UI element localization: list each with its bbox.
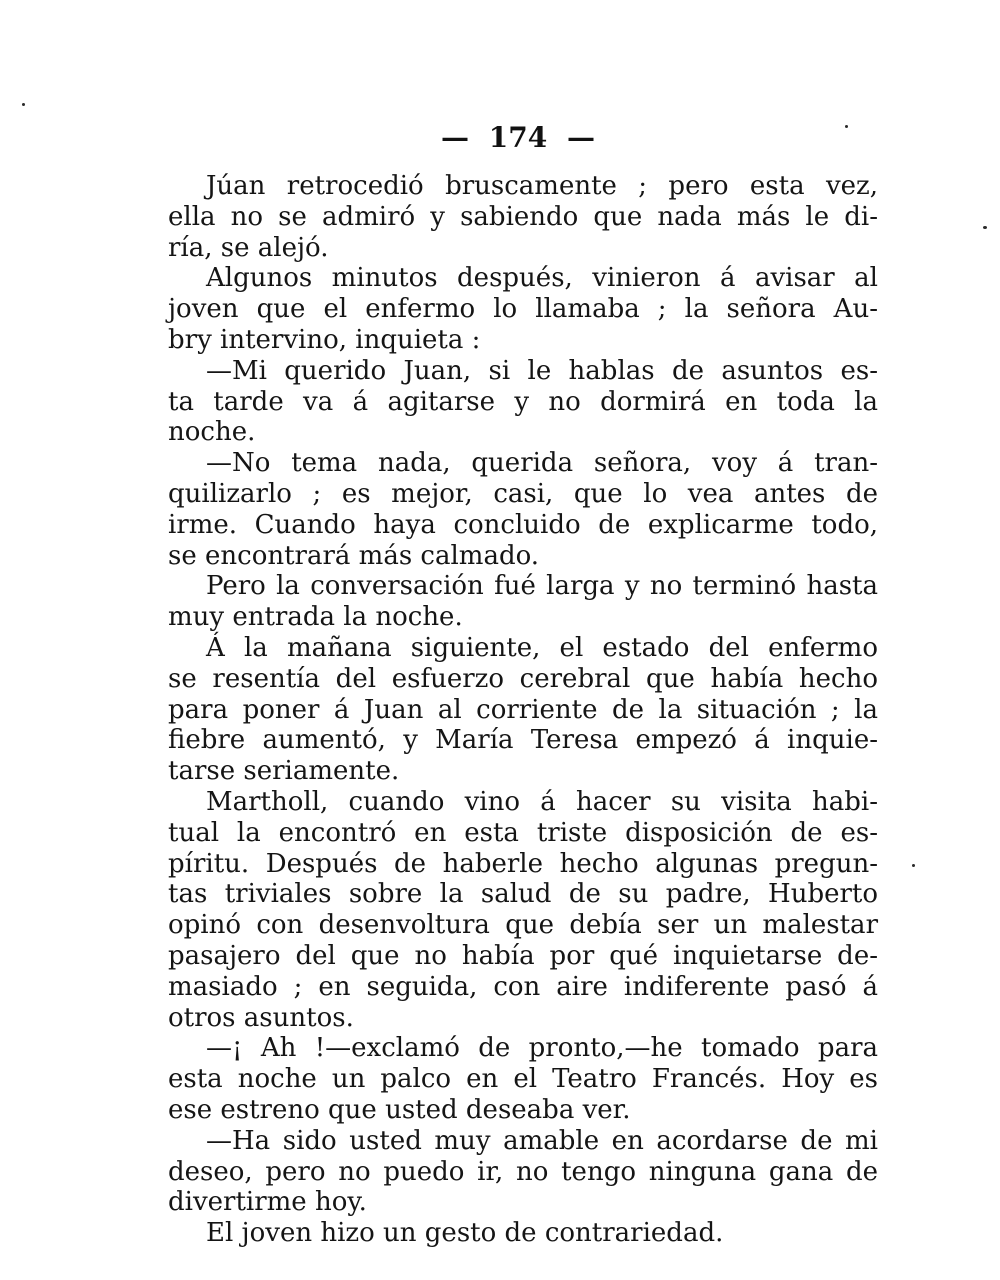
- paragraph: [168, 787, 878, 1033]
- text-line: fiebre aumentó, y María Teresa empezó á inquie-: [168, 725, 878, 756]
- text-line: tual la encontró en esta triste disposición de es-: [168, 817, 878, 848]
- text-line: ese estreno que usted deseaba ver.: [168, 1094, 631, 1125]
- text-line: se resentía del esfuerzo cerebral que había hecho: [168, 663, 878, 694]
- text-line: Martholl, cuando vino á hacer su visita habi-: [206, 786, 878, 817]
- paragraph: [168, 171, 878, 263]
- text-line: Algunos minutos después, vinieron á avisar al: [206, 263, 878, 294]
- scan-speck: [983, 226, 987, 229]
- text-line: otros asuntos.: [168, 1002, 354, 1033]
- text-line: Á la mañana siguiente, el estado del enfermo: [206, 632, 878, 663]
- paragraph: [168, 263, 878, 355]
- text-line: se encontrará más calmado.: [168, 540, 540, 571]
- paragraph: [168, 1033, 878, 1125]
- text-line: —Ha sido usted muy amable en acordarse de mi: [206, 1125, 878, 1156]
- paragraph: [168, 571, 878, 633]
- paragraph: [168, 1126, 878, 1218]
- page-number-header: — 174 —: [441, 121, 595, 154]
- paragraph: [168, 356, 878, 448]
- text-line: para poner á Juan al corriente de la situación ; la: [168, 694, 878, 725]
- text-line: divertirme hoy.: [168, 1187, 367, 1218]
- text-line: tas triviales sobre la salud de su padre, Huberto: [168, 879, 878, 910]
- text-line: masiado ; en seguida, con aire indiferente pasó á: [168, 971, 878, 1002]
- text-line: —¡ Ah !—exclamó de pronto,—he tomado para: [206, 1033, 878, 1064]
- text-line: deseo, pero no puedo ir, no tengo ninguna gana de: [168, 1156, 878, 1187]
- text-line: bry intervino, inquieta :: [168, 324, 481, 355]
- paragraph: [168, 633, 878, 787]
- text-line: —Mi querido Juan, si le hablas de asuntos es-: [206, 355, 878, 386]
- text-line: tarse seriamente.: [168, 756, 400, 787]
- text-line: esta noche un palco en el Teatro Francés. Hoy es: [168, 1064, 878, 1095]
- text-line: joven que el enfermo lo llamaba ; la señora Au-: [168, 294, 878, 325]
- text-block: [168, 171, 878, 1249]
- text-line: Júan retrocedió bruscamente ; pero esta vez,: [206, 171, 878, 201]
- paragraph: [168, 1218, 878, 1249]
- scan-speck: [22, 103, 25, 106]
- scan-speck: [912, 864, 915, 867]
- scan-speck: [845, 125, 848, 128]
- text-line: pasajero del que no había por qué inquietarse de-: [168, 940, 878, 971]
- text-line: —No tema nada, querida señora, voy á tran-: [206, 448, 878, 479]
- text-line: ella no se admiró y sabiendo que nada más le di-: [168, 201, 878, 232]
- text-line: noche.: [168, 417, 256, 448]
- text-line: irme. Cuando haya concluido de explicarme todo,: [168, 509, 878, 540]
- text-line: Pero la conversación fué larga y no terminó hasta: [206, 571, 878, 602]
- paragraph: [168, 448, 878, 571]
- text-line: ría, se alejó.: [168, 232, 329, 263]
- text-line: píritu. Después de haberle hecho algunas pregun-: [168, 848, 878, 879]
- text-line: ta tarde va á agitarse y no dormirá en toda la: [168, 386, 878, 417]
- text-line: opinó con desenvoltura que debía ser un malestar: [168, 910, 878, 941]
- text-line: El joven hizo un gesto de contrariedad.: [206, 1218, 724, 1249]
- text-line: quilizarlo ; es mejor, casi, que lo vea antes de: [168, 478, 878, 509]
- text-line: muy entrada la noche.: [168, 602, 463, 633]
